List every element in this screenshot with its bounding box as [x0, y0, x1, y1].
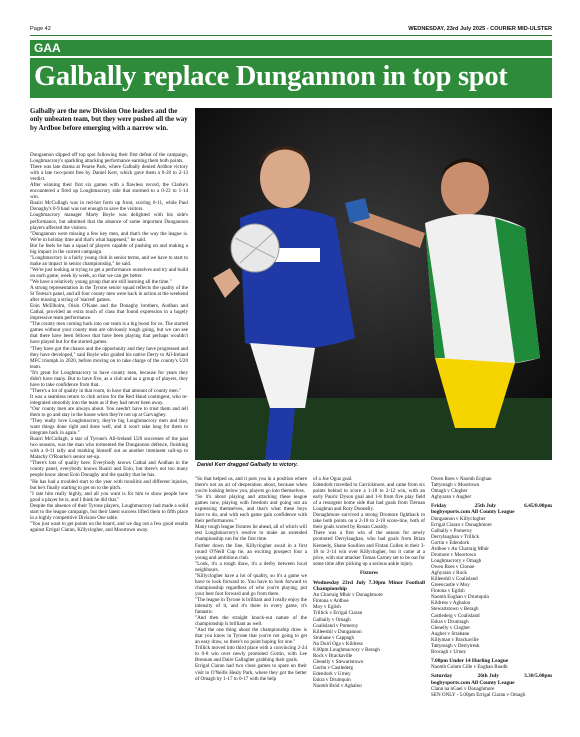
- fixture-item: Omagh v Clogher: [431, 488, 468, 495]
- paragraph: Despite the absence of their Tyrone players, Loughmacrory had made a solid start to the league campaign, but their latest success lifted them to fifth place in a highly competitive Division One table.: [30, 502, 188, 521]
- paragraph: "You just want to get points on the board, and we dug out a few good results against Errigal Ciaran, Killyclogher, and Moortown away.: [30, 520, 188, 533]
- fixture-item: Na Doirí Oga v Kildress: [313, 640, 363, 647]
- paragraph: But he feels he has a squad of players capable of pushing on and making a big impact in the current campaign.: [30, 242, 188, 255]
- paragraph: It was a seamless return to club action for the Red Hand contingent, who re-integrated smoothly into the team as if they had never been away.: [30, 393, 188, 406]
- fixtures-title: Fixtures: [359, 569, 378, 576]
- fixture-item: Glenelly v Stewartstown: [313, 658, 364, 665]
- fixture-item: Galbally v Omagh: [313, 616, 351, 623]
- paragraph: Ruairi McCullagh was in red-hot form up front, scoring 0-11, while Paul Donaghy's 0-9 haul was not enough to save the visitors.: [30, 200, 188, 213]
- fixture-item: Edendork v Urney: [313, 670, 351, 677]
- paragraph: "Dungannon were missing a few key men, and that's the way the league is. We're in holiday time and that's what happened," he said.: [30, 230, 188, 243]
- paragraph: "It's great for Loughmacrory to have county men, because for years they didn't have many. But to have five, as a club and as a group of players, they have to take confidence from that.: [30, 369, 188, 388]
- section-label: GAA: [34, 41, 61, 55]
- fixture-item: Naomh Colum Cille v Eoghan Ruadh: [431, 664, 508, 671]
- article-column-3: [313, 476, 425, 720]
- paragraph: "There's lots of quality here. Everybody knows Cathal and Aodhan in the county panel, everybody knows Ruairi and Eoin, but there's not too many people know about Eoin Donaghy and the quality that he has.: [30, 460, 188, 479]
- fixture-item: Aghyaran v Rock: [431, 570, 467, 577]
- standfirst: Galbally are the new Division One leaders and the only unbeaten team, but they were pushed all the way by Ardboe before emerging with a narrow win.: [30, 108, 188, 132]
- fixture-item: Trillick v Errigal Ciaran: [313, 610, 363, 617]
- fixture-item: Greencastle v Moy: [431, 582, 470, 589]
- paragraph: "There's a lot of quality in that room, to have that amount of county men.": [30, 387, 182, 394]
- fixture-item: Killeeshil v Dungannon: [313, 628, 362, 635]
- fixtures-column: [431, 476, 552, 720]
- paragraph: "Killyclogher have a lot of quality, so it's a game we have to look forward to. You have to look forward to championship regardless of who you're playing, put your best foot forward and go from there.: [195, 572, 307, 597]
- paragraph: "Our county men are always about. You needn't have to trust them and tell them to go and stay in the house when they're not up at Garvaghey.: [30, 405, 188, 419]
- fixture-item: Naomh Bród v Aghaloo: [313, 683, 362, 690]
- paragraph: Errigal Ciaran had two close games to spare on their visit to O'Neills Healy Park, where they got the better of Omagh by 1-17 to 0-17 with the help: [195, 663, 307, 682]
- fixture-item: Kildress v Aghaloo: [431, 600, 471, 607]
- fixture-item: Fintona v Ardboe: [313, 598, 349, 605]
- fixture-item: Rock v Brackaville: [313, 652, 353, 659]
- fixture-item: Strabane v Cappagh: [313, 634, 355, 641]
- fixture-item: Dromore v Moortown: [431, 552, 476, 559]
- paragraph: Loughmacrory manager Marty Boyle was delighted with his side's performance, but admitted that the absence of some important Dungannon players affected the visitors.: [30, 212, 188, 231]
- fixture-item: Fintona v Eglish: [431, 588, 465, 595]
- saturday-league-title: bogbysports.com All County League: [431, 679, 515, 686]
- fixture-item: Owen Roes v Naomh Eoghan: [431, 476, 492, 482]
- paragraph: A strong representation in the Tyrone senior squad reflects the quality of the St Teresa's panel, and all four county men were back in action at the weekend after missing a string of 'starred' games.: [30, 285, 188, 304]
- friday-league-title: bogbysports.com All County League: [431, 509, 515, 516]
- paragraph: Eoin McElholm, Oisin O'Kane and the Donaghy brothers, Aodhan and Cathal, provided an extra touch of class that found expression in a hugely impressive team performance.: [30, 303, 188, 322]
- masthead-date: WEDNESDAY, 23rd July 2025 - COURIER MID-ULSTER: [408, 26, 552, 32]
- paragraph: "Loughmacrory is a fairly young club in senior terms, and we have to start to make an impact in senior championship," he said.: [30, 254, 188, 267]
- header-rule: [30, 35, 552, 36]
- saturday-time: 3.30/5.00pm: [524, 673, 552, 680]
- friday-time: 6.45/8.00pm: [524, 503, 552, 510]
- fixture-item: Clann na nGael v Donaghmore: [431, 685, 495, 692]
- paragraph: of a Joe Oguz goal.: [313, 476, 353, 482]
- fixture-item: Augher v Strabane: [431, 630, 470, 637]
- article-column-1: [30, 152, 188, 720]
- saturday-day: Saturday: [431, 673, 453, 680]
- paragraph: Trillick moved into third place with a convincing 2-24 to 0-8 win over newly promoted Gortin, with Lee Brennan and Daire Gallagher grabbing their goals.: [195, 645, 307, 664]
- paragraph: "The county men coming back into our team is a big boost for us. The starred games without your county men are obviously tough going, but we can see that there have been fellows that have been playing that perhaps wouldn't have played but for the starred games.: [30, 321, 188, 346]
- fixture-item: Tattyreagh v Moortown: [431, 482, 480, 489]
- fixture-item: Dungannon v Killyclogher: [431, 515, 486, 522]
- paragraph: "We're just looking at trying to get a performance ourselves and try and build on each game, week by week, so that we can get better.: [30, 266, 188, 279]
- fixture-item: Derrylaughan v Trillick: [431, 533, 480, 540]
- paragraph: "So that helped us, and it puts you in a position where there's not an air of desperation about, because when you're looking below you, players go into themselves.: [195, 476, 307, 495]
- fixture-item: Moy v Eglish: [313, 604, 341, 611]
- fixture-item: Ardboe v An Charraig Mhór: [431, 546, 490, 553]
- paragraph: Further down the line, Killyclogher await in a first round O'Neill Cup tie, an exciting prospect four a young and ambitious club.: [195, 542, 307, 561]
- fixture-item: Eskra v Drumquin: [313, 677, 351, 683]
- photo-caption: Daniel Kerr dragged Galbally to victory.: [197, 462, 299, 468]
- friday-day: Friday: [431, 503, 447, 510]
- fixture-item: Killyman v Brackaville: [431, 636, 479, 643]
- section-tag: [30, 40, 552, 56]
- fixture-item: Killeeshil v Coalisland: [431, 576, 478, 583]
- fixture-item: Coalisland v Pomeroy: [313, 622, 359, 629]
- fixture-item: Owen Roes v Clonoe: [431, 564, 475, 571]
- paragraph: After winning their first six games with a flawless record, the Clarke's encountered a fired up Loughmacrory side that stormed to a 0-23 to 1-14 win.: [30, 182, 188, 201]
- hurling-heading: 7.00pm Under 14 Hurling League: [431, 657, 509, 664]
- fixture-item: Errigal Ciaran v Donaghmore: [431, 521, 492, 528]
- fixture-item: Tattyreagh v Derrytresk: [431, 642, 480, 649]
- headline-bar: [30, 58, 552, 98]
- fixture-item: Naomh Eoghan v Drumquin: [431, 594, 489, 601]
- paragraph: "And the one thing about the championship draw is that you know in Tyrone that you're not going to get an easy draw, so there's no point hoping for one.": [195, 627, 307, 646]
- paragraph: "So it's about playing and attacking these league games now, playing with freedom and going out an expressing themselves, and that's what these boys have to do, and with each game gain confidence with their performances.": [195, 494, 307, 525]
- paragraph: Ruairi McCullagh, a star of Tyrone's All-Ireland U20 successes of the past two seasons, was the man who tormented the Dungannon defence, finishing with a 0-11 tally and marking himself out as another imminent call-up to Malachy O'Rourke's senior set-up.: [30, 436, 188, 461]
- fixture-item: Loughmacrory v Omagh: [431, 558, 482, 565]
- saturday-date-line: [431, 673, 552, 679]
- match-photo: [195, 108, 552, 460]
- fixture-item: Glenelly v Clogher: [431, 624, 471, 631]
- fixture-item: Aghyaran v Augher: [431, 494, 472, 501]
- fixture-item: Stewartstown v Beragh: [431, 606, 479, 613]
- paragraph: There was a first win of the season for newly promoted Derrylaughan, who had goals from Brian Kennedy, Shane Soullion and Fintan Cullen in their 3-18 to 2-14 win over Killyclogher, but it came at a price, with star attacker Tomas Carney set to be out for some time after picking up a serious ankle injury.: [313, 530, 425, 567]
- paragraph: "The league in Tyrone is brilliant and I really enjoy the intensity of it, and it's there in every game, it's fantastic.: [195, 596, 307, 616]
- paragraph: "They have got the chance and the opportunity and they have progressed and they have developed," said Boyle who guided his native Derry to All-Ireland MFC triumph in 2020, before moving on to take charge of the county's U20 team.: [30, 345, 188, 370]
- paragraph: "They really love Loughmacrory, they're big Loughmacrory men and they want things done right and done well, and it won't take long for them to integrate back in again.": [30, 418, 188, 437]
- fixture-item: SEN ONLY - 5.00pm Errigal Ciaran v Omagh: [431, 691, 526, 698]
- paragraph: "He has had a troubled start to the year with tonsilitis and different injuries, but he's finally starting to get on to the pitch.: [30, 478, 188, 491]
- fixture-item: Galbally v Pomeroy: [431, 527, 473, 534]
- fixture-item: Castlederg v Coalisland: [431, 612, 480, 619]
- paragraph: "We have a relatively young group that are still learning all the time.": [30, 278, 172, 285]
- fixture-item: Gortin v Edendork: [431, 539, 470, 546]
- fixture-item: An Charraig Mhór v Donaghmore: [313, 592, 383, 599]
- paragraph: Many tough league fixtures lie ahead, all of which will test Loughmacrory's resolve to make an extended championship run for the first time.: [195, 524, 307, 543]
- article-column-2: [195, 476, 307, 720]
- paragraph: "Look, it's a tough draw, it's a derby between local neighbours.: [195, 560, 307, 573]
- paragraph: Dungannon slipped off top spot following their first defeat of the campaign, Loughmacrory's sparkling attacking performance earning them both points.: [30, 152, 188, 165]
- paragraph: "And then the straight knock-out nature of the championship is brilliant as well.: [195, 615, 307, 628]
- saturday-date: 26th July: [477, 673, 499, 680]
- fixture-item: 8.00pm Loughmacrory v Beragh: [313, 646, 380, 653]
- friday-date: 25th July: [474, 503, 497, 510]
- paragraph: Edendork travelled to Carrickmore, and came from six points behind to score a 1-18 to 2-12 win, with an early Pauric Dyson goal and 1-8 from five play field of a resurgent home side that had goals from Tiernan Loughran and Rory Donnelly.: [313, 482, 425, 513]
- page-number: Page 42: [30, 26, 51, 32]
- headline: Galbally replace Dungannon in top spot: [34, 61, 508, 92]
- fixture-item: Brocagh v Urney: [431, 648, 467, 655]
- paragraph: "I rate him really highly, and all you want is for him to show people how good a player he is, and I think he did that.": [30, 490, 188, 503]
- match-photo-illustration: [195, 108, 552, 460]
- paragraph: Donaghmore survived a strong Dromore fightback to take both points on a 2-18 to 2-10 score-line, both of their goals scored by Ronan Cassidy.: [313, 512, 425, 531]
- fixture-item: Eskra v Drumragh: [431, 618, 469, 625]
- fixtures-heading: Wednesday 23rd July 7.30pm Minor Football Championship: [313, 579, 425, 593]
- fixture-item: Gortin v Castlederg: [313, 664, 354, 671]
- paragraph: There was late drama at Pearse Park, where Galbally denied Ardboe victory with a late two-point free by Daniel Kerr, which gave them a 0-20 to 2-13 verdict.: [30, 164, 188, 183]
